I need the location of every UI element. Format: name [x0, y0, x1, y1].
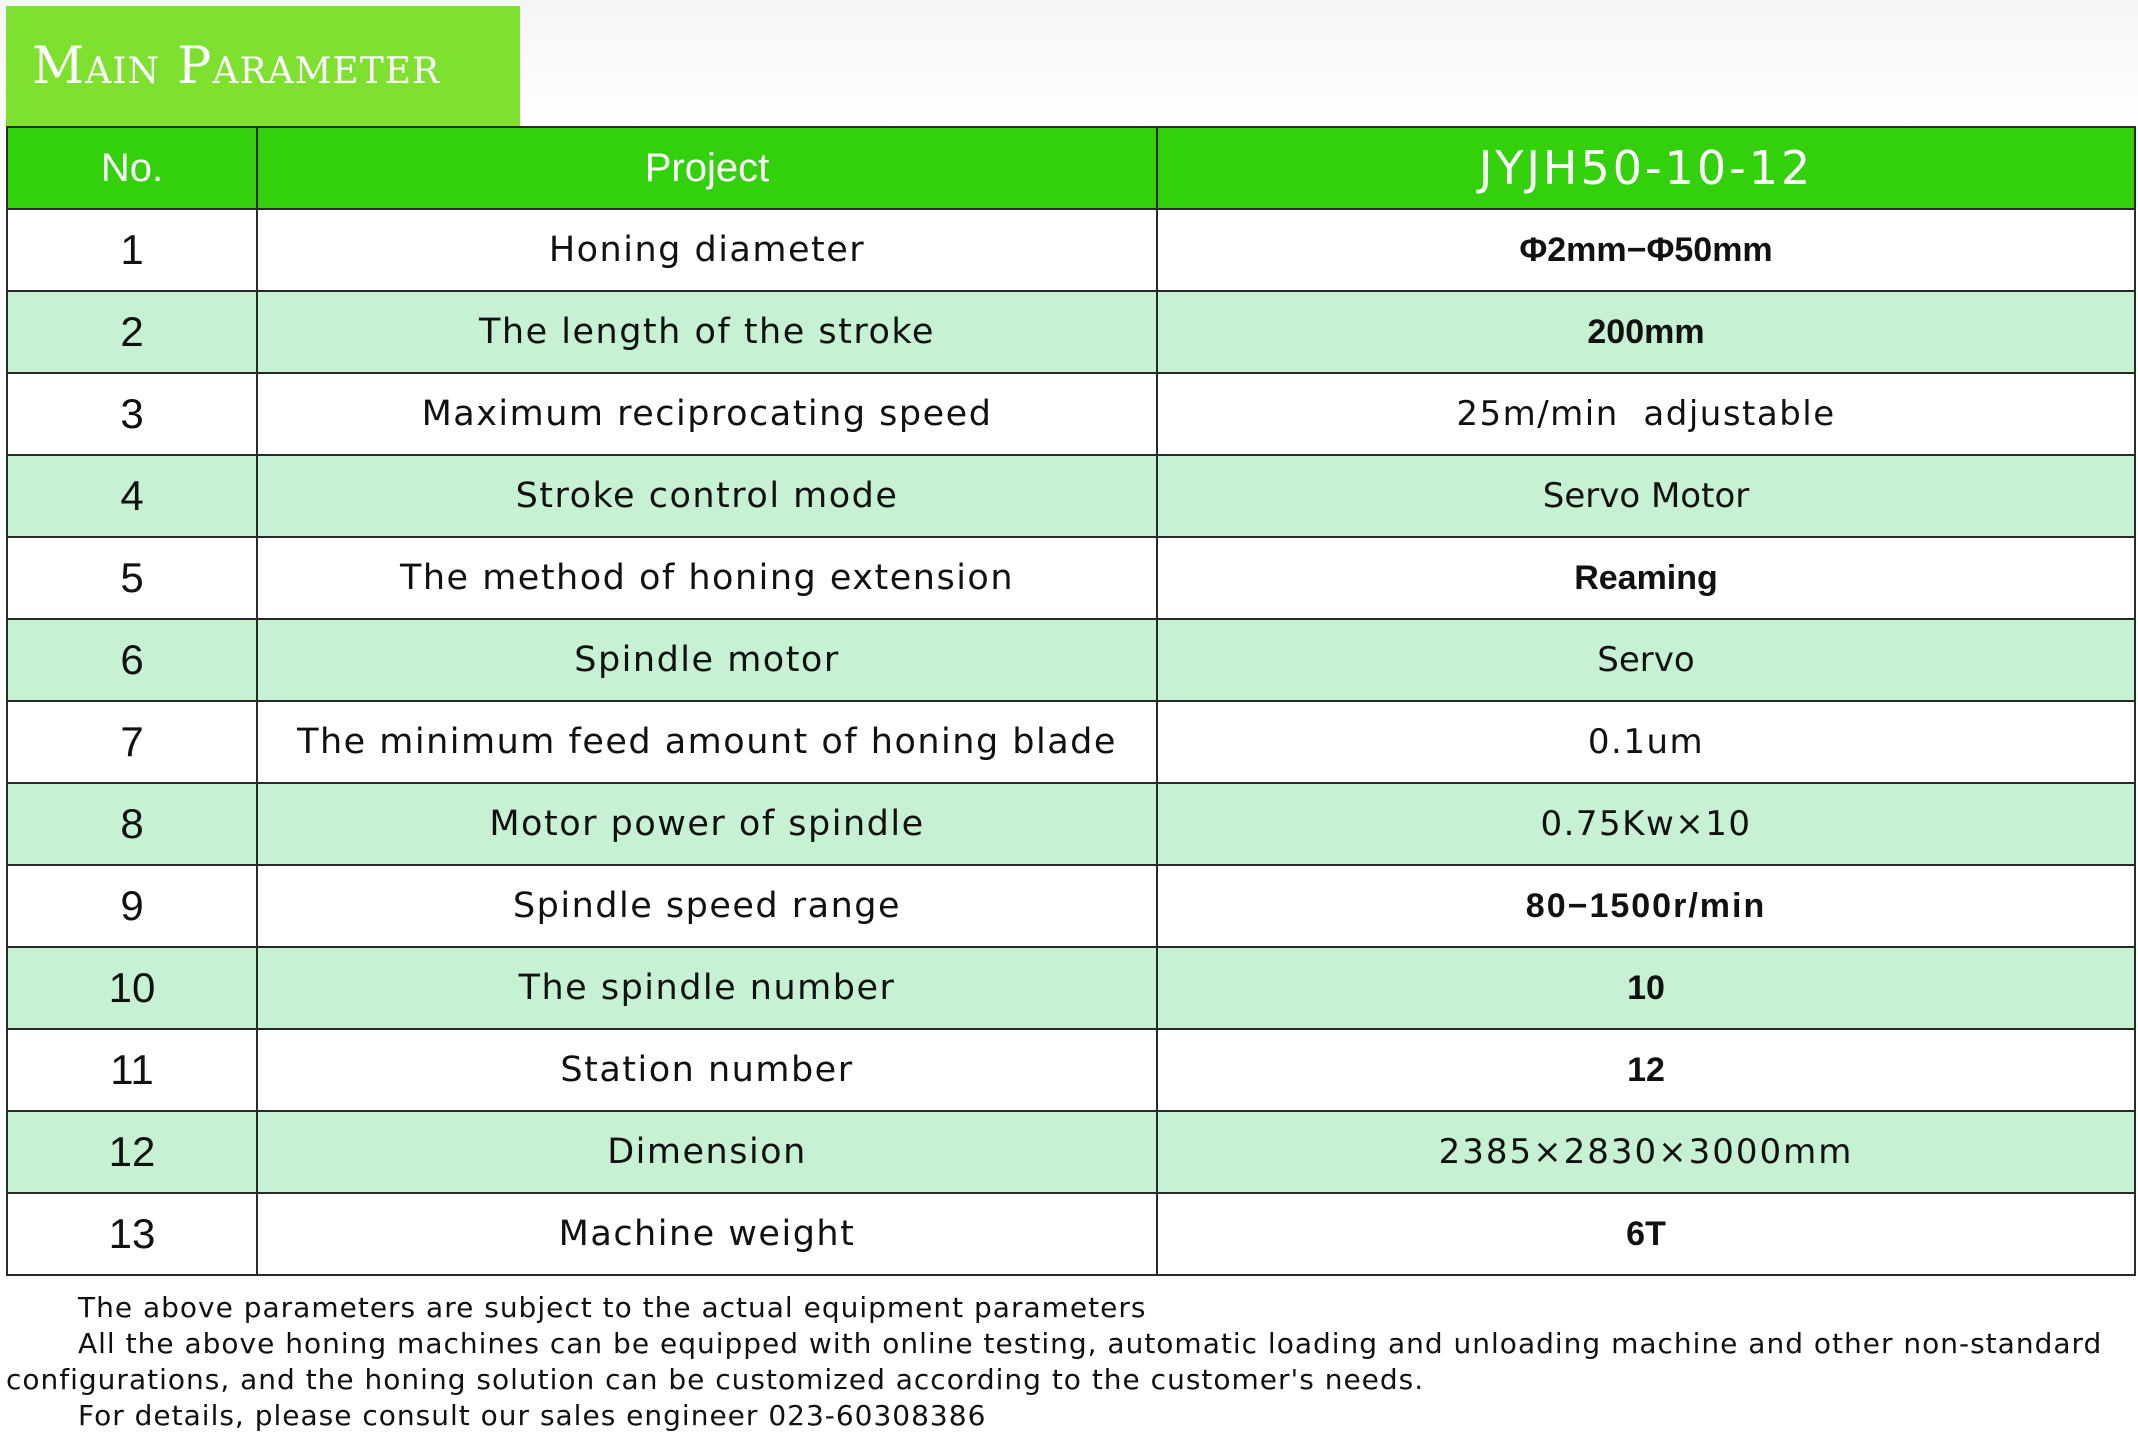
footnote-line: The above parameters are subject to the actual equipment parameters [78, 1291, 1147, 1324]
table-row [7, 1111, 2135, 1193]
table-row [7, 865, 2135, 947]
row-number: 13 [7, 1193, 257, 1275]
row-number: 4 [7, 455, 257, 537]
table-row [7, 701, 2135, 783]
row-value: 6T [1157, 1193, 2135, 1275]
table-row [7, 291, 2135, 373]
parameter-table [6, 126, 2136, 1276]
row-number: 7 [7, 701, 257, 783]
row-project: Spindle motor [257, 619, 1157, 701]
table-row [7, 455, 2135, 537]
row-project: Stroke control mode [257, 455, 1157, 537]
row-project: Machine weight [257, 1193, 1157, 1275]
footnote-contact: For details, please consult our sales engineer 023-60308386 [78, 1399, 987, 1432]
row-number: 12 [7, 1111, 257, 1193]
row-value: 0.1um [1157, 701, 2135, 783]
row-project: Station number [257, 1029, 1157, 1111]
column-header-no: No. [7, 127, 257, 209]
row-value: Reaming [1157, 537, 2135, 619]
table-row [7, 209, 2135, 291]
row-project: The length of the stroke [257, 291, 1157, 373]
column-header-model: JYJH50-10-12 [1157, 127, 2135, 209]
row-project: The spindle number [257, 947, 1157, 1029]
footnote-line: configurations, and the honing solution can be customized according to the customer's needs. [6, 1363, 1425, 1396]
page-title: Main Parameter [32, 36, 441, 96]
row-project: Honing diameter [257, 209, 1157, 291]
row-value: Φ2mm−Φ50mm [1157, 209, 2135, 291]
row-number: 8 [7, 783, 257, 865]
row-number: 1 [7, 209, 257, 291]
row-project: Maximum reciprocating speed [257, 373, 1157, 455]
footnotes [6, 1290, 2116, 1434]
footnote-line: All the above honing machines can be equipped with online testing, automatic loading and unloading machine and other non-standard [78, 1327, 2103, 1360]
table-row [7, 537, 2135, 619]
row-value: 200mm [1157, 291, 2135, 373]
row-number: 3 [7, 373, 257, 455]
table-row [7, 947, 2135, 1029]
table-row [7, 619, 2135, 701]
table-header-row [7, 127, 2135, 209]
row-value: 2385×2830×3000mm [1157, 1111, 2135, 1193]
column-header-project: Project [257, 127, 1157, 209]
row-value: 12 [1157, 1029, 2135, 1111]
row-number: 11 [7, 1029, 257, 1111]
title-banner [6, 6, 520, 126]
row-number: 5 [7, 537, 257, 619]
row-value: 25m/min adjustable [1157, 373, 2135, 455]
table-row [7, 1029, 2135, 1111]
row-value: 0.75Kw×10 [1157, 783, 2135, 865]
row-project: Dimension [257, 1111, 1157, 1193]
row-number: 2 [7, 291, 257, 373]
row-value: 10 [1157, 947, 2135, 1029]
table-row [7, 783, 2135, 865]
row-project: Motor power of spindle [257, 783, 1157, 865]
table-row [7, 373, 2135, 455]
row-value: Servo Motor [1157, 455, 2135, 537]
row-number: 6 [7, 619, 257, 701]
row-number: 10 [7, 947, 257, 1029]
row-project: The method of honing extension [257, 537, 1157, 619]
table-row [7, 1193, 2135, 1275]
row-project: The minimum feed amount of honing blade [257, 701, 1157, 783]
row-project: Spindle speed range [257, 865, 1157, 947]
row-value: Servo [1157, 619, 2135, 701]
row-number: 9 [7, 865, 257, 947]
row-value: 80−1500r/min [1157, 865, 2135, 947]
